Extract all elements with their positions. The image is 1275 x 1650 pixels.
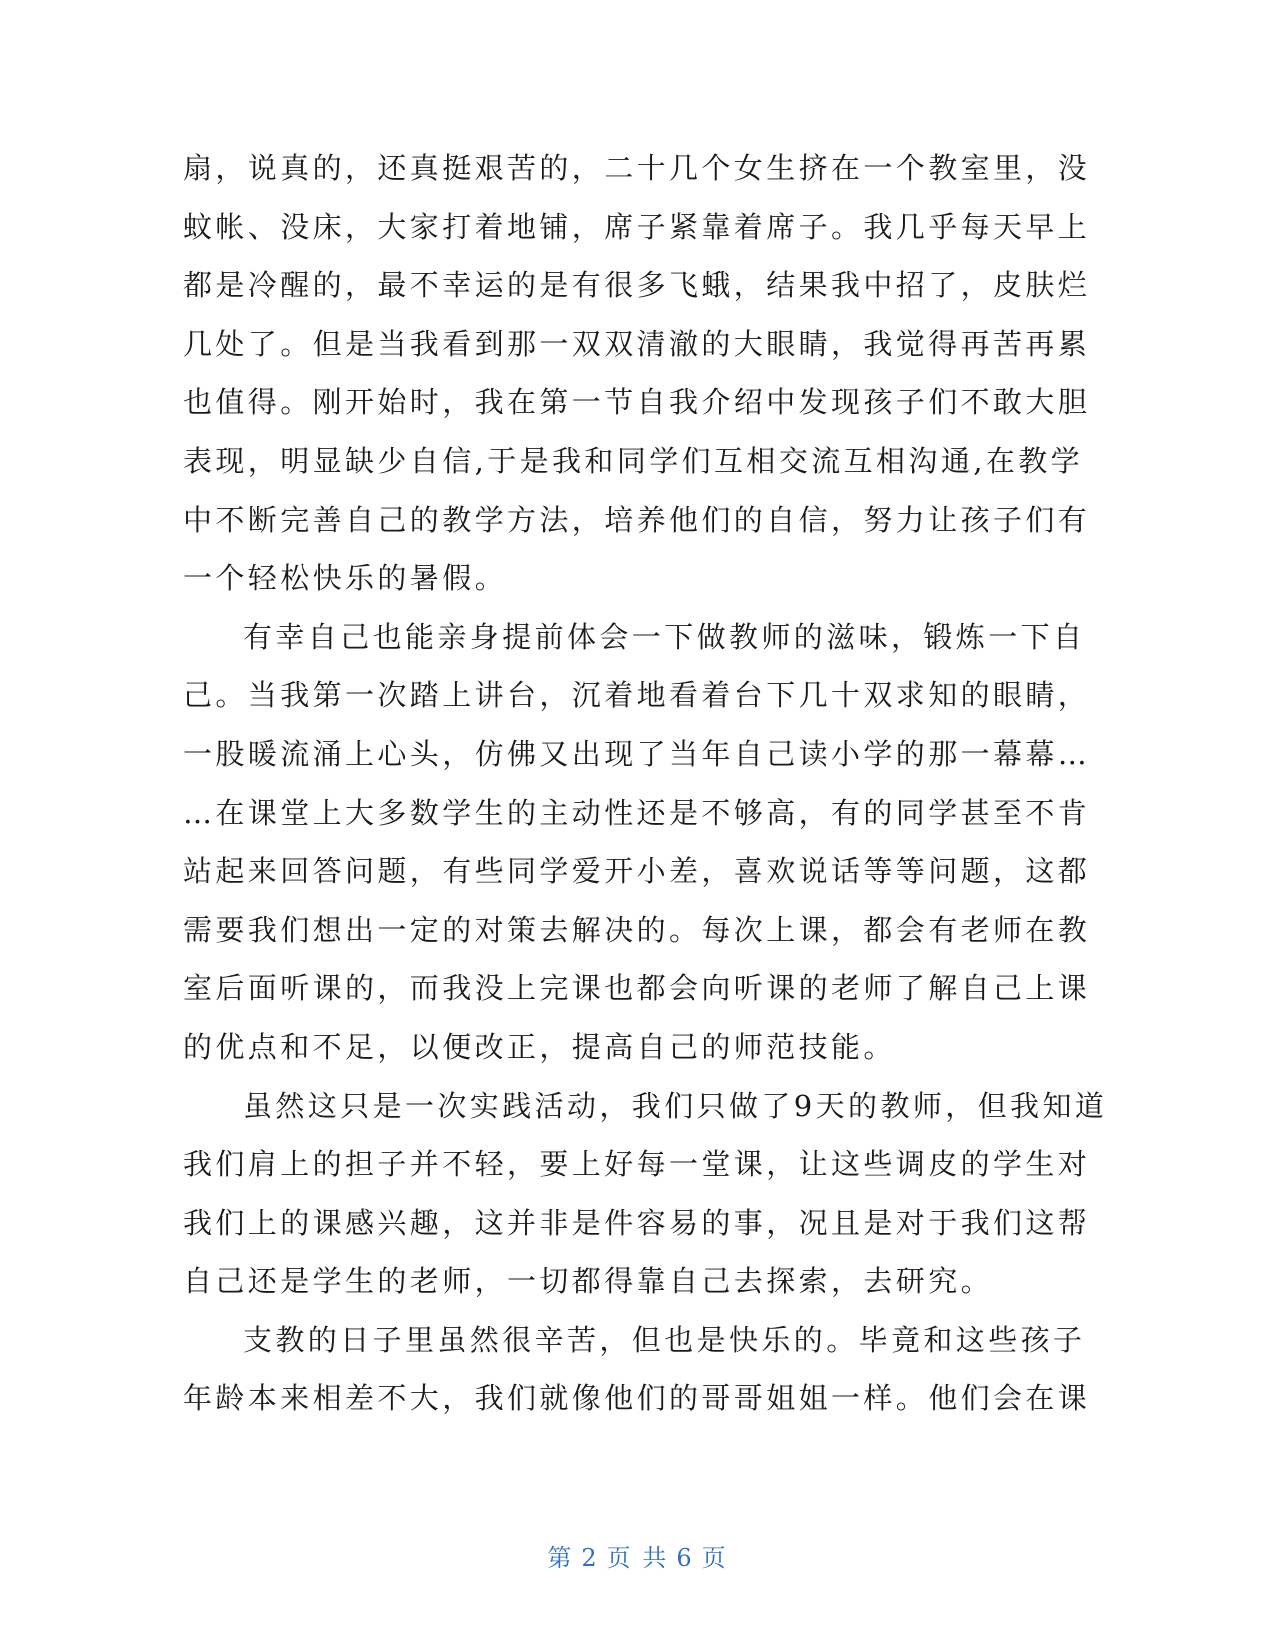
footer-total-pages: 6 xyxy=(676,1544,694,1572)
text-line: 蚊帐、没床，大家打着地铺，席子紧靠着席子。我几乎每天早上 xyxy=(183,209,1091,244)
text-line: 表现，明显缺少自信,于是我和同学们互相交流互相沟通,在教学 xyxy=(183,443,1084,478)
text-line: 一个轻松快乐的暑假。 xyxy=(183,561,508,596)
text-line: 几处了。但是当我看到那一双双清澈的大眼睛，我觉得再苦再累 xyxy=(183,326,1091,361)
footer-prefix: 第 xyxy=(547,1544,574,1572)
footer-middle: 页 共 xyxy=(606,1544,669,1572)
text-line: 支教的日子里虽然很辛苦，但也是快乐的。毕竟和这些孩子 xyxy=(243,1322,1086,1357)
text-line: 都是冷醒的，最不幸运的是有很多飞蛾，结果我中招了，皮肤烂 xyxy=(183,268,1091,303)
page-footer xyxy=(0,1538,1275,1573)
text-line: 己。当我第一次踏上讲台，沉着地看着台下几十双求知的眼睛， xyxy=(183,678,1091,713)
text-line: 有幸自己也能亲身提前体会一下做教师的滋味，锻炼一下自 xyxy=(243,619,1086,654)
text-line: 中不断完善自己的教学方法，培养他们的自信，努力让孩子们有 xyxy=(183,502,1091,537)
text-line: 虽然这只是一次实践活动，我们只做了9天的教师，但我知道 xyxy=(243,1088,1108,1123)
text-line: 我们上的课感兴趣，这并非是件容易的事，况且是对于我们这帮 xyxy=(183,1205,1091,1240)
text-line: 需要我们想出一定的对策去解决的。每次上课，都会有老师在教 xyxy=(183,912,1091,947)
text-line: 也值得。刚开始时，我在第一节自我介绍中发现孩子们不敢大胆 xyxy=(183,385,1091,420)
text-line: 一股暖流涌上心头，仿佛又出现了当年自己读小学的那一幕幕… xyxy=(183,736,1091,771)
text-line: 的优点和不足，以便改正，提高自己的师范技能。 xyxy=(183,1029,896,1064)
text-line: …在课堂上大多数学生的主动性还是不够高，有的同学甚至不肯 xyxy=(183,795,1091,830)
document-body xyxy=(183,139,1108,1428)
text-line: 我们肩上的担子并不轻，要上好每一堂课，让这些调皮的学生对 xyxy=(183,1147,1091,1182)
text-line: 自己还是学生的老师，一切都得靠自己去探索，去研究。 xyxy=(183,1264,994,1299)
text-line: 扇，说真的，还真挺艰苦的，二十几个女生挤在一个教室里，没 xyxy=(183,151,1091,185)
footer-suffix: 页 xyxy=(701,1544,728,1572)
text-line: 室后面听课的，而我没上完课也都会向听课的老师了解自己上课 xyxy=(183,971,1091,1006)
footer-current-page: 2 xyxy=(581,1544,599,1572)
text-line: 站起来回答问题，有些同学爱开小差，喜欢说话等等问题，这都 xyxy=(183,854,1091,889)
text-line: 年龄本来相差不大，我们就像他们的哥哥姐姐一样。他们会在课 xyxy=(183,1381,1091,1416)
